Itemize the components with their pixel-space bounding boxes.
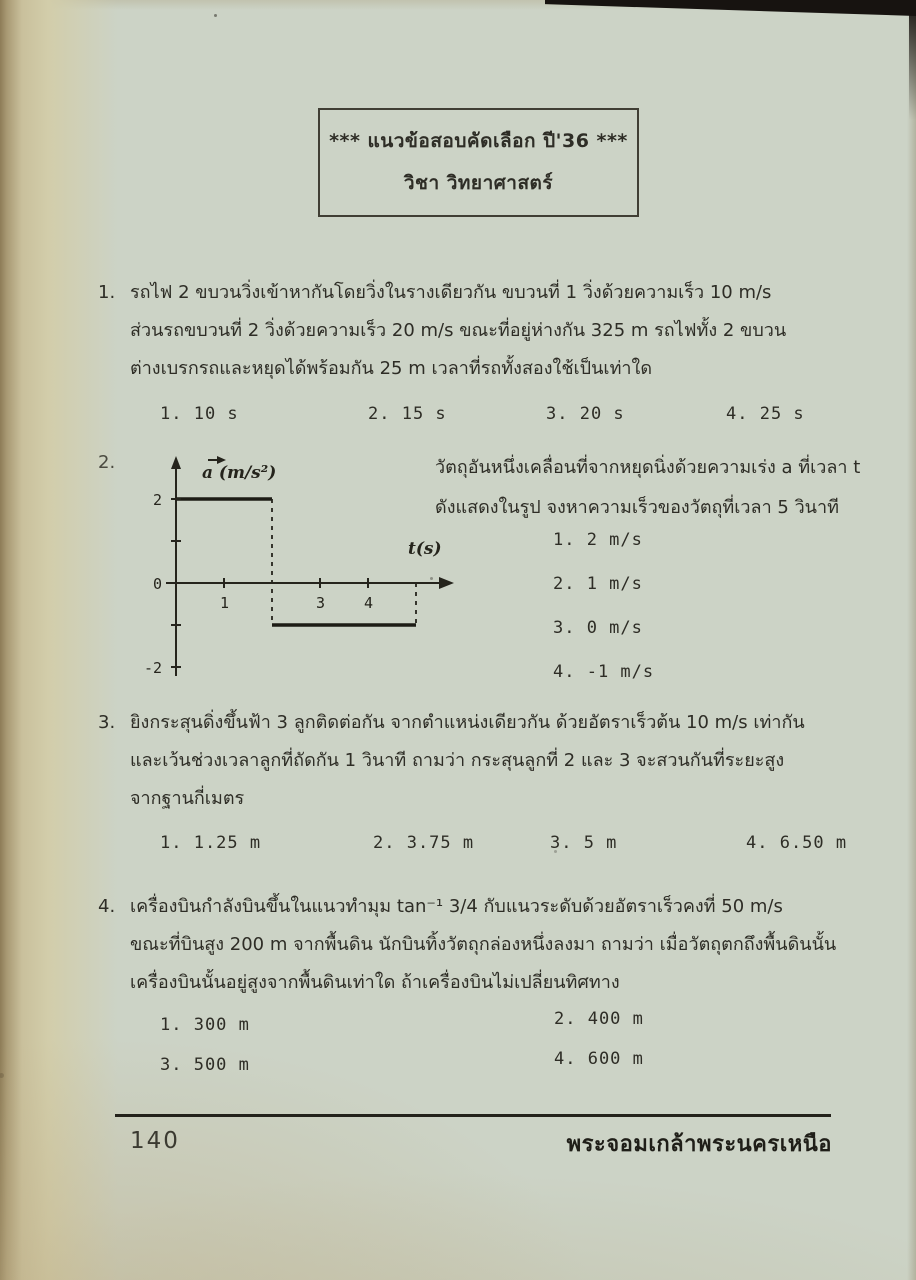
choice-4: 4. 25 s (726, 404, 805, 424)
question-2-text (435, 448, 895, 528)
y-tick-label: -2 (143, 659, 162, 677)
acceleration-time-graph (118, 450, 463, 690)
x-axis-arrowhead (439, 577, 454, 589)
choice-1: 1. 10 s (160, 404, 239, 424)
question-4 (98, 888, 898, 1082)
question-3-line-1: 3. ยิงกระสุนดิ่งขึ้นฟ้า 3 ลูกติดต่อกัน จากตำแหน่งเดียวกัน ด้วยอัตราเร็วต้น 10 m/s เท่ากัน (98, 704, 898, 742)
scan-edge-top (545, 0, 916, 16)
choice-1: 1. 300 m (160, 1015, 250, 1035)
y-tick-label: 0 (152, 575, 162, 593)
publisher-name: พระจอมเกล้าพระนครเหนือ (566, 1132, 832, 1157)
y-axis-label: a (m/s²) (202, 463, 277, 483)
question-1-number: 1. (98, 282, 116, 303)
choice-2: 2. 1 m/s (553, 574, 643, 594)
title-line-1: *** แนวข้อสอบคัดเลือก ปี'36 *** (329, 130, 628, 152)
question-1-line-2: ส่วนรถขบวนที่ 2 วิ่งด้วยความเร็ว 20 m/s ขณะที่อยู่ห่างกัน 325 m รถไฟทั้ง 2 ขบวน (130, 320, 787, 341)
x-tick-label: 4 (364, 594, 374, 612)
question-1 (98, 274, 898, 429)
question-2-line-2: ดังแสดงในรูป จงหาความเร็วของวัตถุที่เวลา 5 วินาที (435, 497, 839, 518)
question-2-line-1: วัตถุอันหนึ่งเคลื่อนที่จากหยุดนิ่งด้วยความเร่ง a ที่เวลา t (435, 457, 861, 478)
choice-3: 3. 0 m/s (553, 618, 643, 638)
x-axis-label: t(s) (408, 539, 442, 559)
x-tick-label: 3 (316, 594, 326, 612)
question-4-line-2: ขณะที่บินสูง 200 m จากพื้นดิน นักบินทิ้งวัตถุกล่องหนึ่งลงมา ถามว่า เมื่อวัตถุตกถึงพื้นดินนั้น (130, 934, 837, 955)
question-4-number: 4. (98, 896, 116, 917)
choice-3: 3. 500 m (160, 1055, 250, 1075)
choice-3: 3. 5 m (550, 833, 618, 853)
question-4-choices (98, 1006, 898, 1082)
question-3-line-3: จากฐานกี่เมตร (130, 788, 245, 809)
question-3-number: 3. (98, 712, 116, 733)
question-3-choices (98, 824, 898, 858)
page-number: 140 (130, 1128, 180, 1154)
question-1-line-1: 1. รถไฟ 2 ขบวนวิ่งเข้าหากันโดยวิ่งในรางเดียวกัน ขบวนที่ 1 วิ่งด้วยความเร็ว 10 m/s (98, 274, 898, 312)
choice-4: 4. -1 m/s (553, 662, 655, 682)
question-1-choices (98, 395, 898, 429)
footer-rule (115, 1114, 831, 1117)
graph-canvas (118, 450, 463, 690)
choice-1: 1. 2 m/s (553, 530, 643, 550)
choice-2: 2. 400 m (554, 1009, 644, 1029)
question-2-number: 2. (98, 452, 116, 473)
question-2-choices (553, 530, 654, 706)
question-4-line-3: เครื่องบินนั้นอยู่สูงจากพื้นดินเท่าใด ถ้าเครื่องบินไม่เปลี่ยนทิศทาง (130, 972, 620, 993)
choice-3: 3. 20 s (546, 404, 625, 424)
choice-4: 4. 600 m (554, 1049, 644, 1069)
choice-1: 1. 1.25 m (160, 833, 262, 853)
title-line-2: วิชา วิทยาศาสตร์ (403, 172, 554, 194)
x-tick-label: 1 (220, 594, 230, 612)
scan-edge-right (909, 0, 916, 120)
question-4-line-1: 4. เครื่องบินกำลังบินขึ้นในแนวทำมุม tan⁻¹ 3/4 กับแนวระดับด้วยอัตราเร็วคงที่ 50 m/s (98, 888, 898, 926)
question-3 (98, 704, 898, 858)
choice-2: 2. 3.75 m (373, 833, 475, 853)
title-box (318, 108, 639, 217)
y-tick-label: 2 (152, 491, 162, 509)
question-3-line-2: และเว้นช่วงเวลาลูกที่ถัดกัน 1 วินาที ถามว่า กระสุนลูกที่ 2 และ 3 จะสวนกันที่ระยะสูง (130, 750, 785, 771)
question-1-line-3: ต่างเบรกรถและหยุดได้พร้อมกัน 25 m เวลาที่รถทั้งสองใช้เป็นเท่าใด (130, 358, 653, 379)
dust-speck (214, 14, 217, 17)
choice-4: 4. 6.50 m (746, 833, 848, 853)
y-axis-arrowhead (171, 456, 181, 469)
choice-2: 2. 15 s (368, 404, 447, 424)
